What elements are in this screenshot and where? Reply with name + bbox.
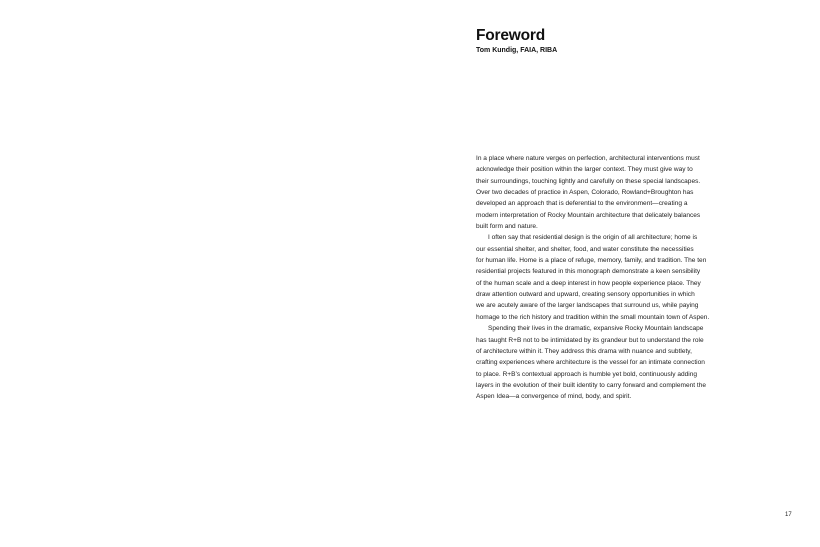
text-line: we are acutely aware of the larger landscapes that surround us, while paying: [476, 302, 699, 310]
text-line: modern interpretation of Rocky Mountain architecture that delicately balances: [476, 211, 701, 219]
text-line: to place. R+B’s contextual approach is humble yet bold, continuously adding: [476, 370, 697, 378]
text-line: of the human scale and a deep interest in how people experience place. They: [476, 279, 701, 287]
text-line: of architecture within it. They address this drama with nuance and subtlety,: [476, 347, 692, 355]
text-line: built form and nature.: [476, 223, 538, 231]
text-line: their surroundings, touching lightly and carefully on these special landscapes.: [476, 177, 701, 185]
paragraph-2: [476, 232, 738, 323]
text-line: developed an approach that is deferential to the environment—creating a: [476, 200, 688, 208]
page-title: Foreword: [476, 27, 546, 44]
author-byline: Tom Kundig, FAIA, RIBA: [476, 47, 558, 54]
text-line: residential projects featured in this monograph demonstrate a keen sensibility: [476, 268, 701, 276]
text-line: has taught R+B not to be intimidated by its grandeur but to understand the role: [476, 336, 704, 344]
text-line: crafting experiences where architecture is the vessel for an intimate connection: [476, 359, 705, 367]
paragraph-3: [476, 323, 738, 402]
text-line: acknowledge their position within the larger context. They must give way to: [476, 166, 693, 174]
text-line: Over two decades of practice in Aspen, Colorado, Rowland+Broughton has: [476, 189, 694, 197]
text-line: for human life. Home is a place of refuge, memory, family, and tradition. The ten: [476, 257, 707, 265]
text-line: our essential shelter, and shelter, food, and water constitute the necessities: [476, 245, 694, 253]
text-line: layers in the evolution of their built identity to carry forward and complement the: [476, 381, 706, 389]
text-line: draw attention outward and upward, creating sensory opportunities in which: [476, 291, 695, 299]
text-line: I often say that residential design is the origin of all architecture; home is: [488, 234, 698, 242]
text-line: Aspen Idea—a convergence of mind, body, and spirit.: [476, 393, 632, 401]
body-text: [476, 153, 738, 403]
page-number: 17: [785, 512, 792, 518]
paragraph-1: [476, 153, 738, 232]
text-line: In a place where nature verges on perfection, architectural interventions must: [476, 155, 700, 162]
text-line: homage to the rich history and tradition within the small mountain town of Aspen.: [476, 313, 710, 321]
text-line: Spending their lives in the dramatic, expansive Rocky Mountain landscape: [488, 325, 704, 333]
